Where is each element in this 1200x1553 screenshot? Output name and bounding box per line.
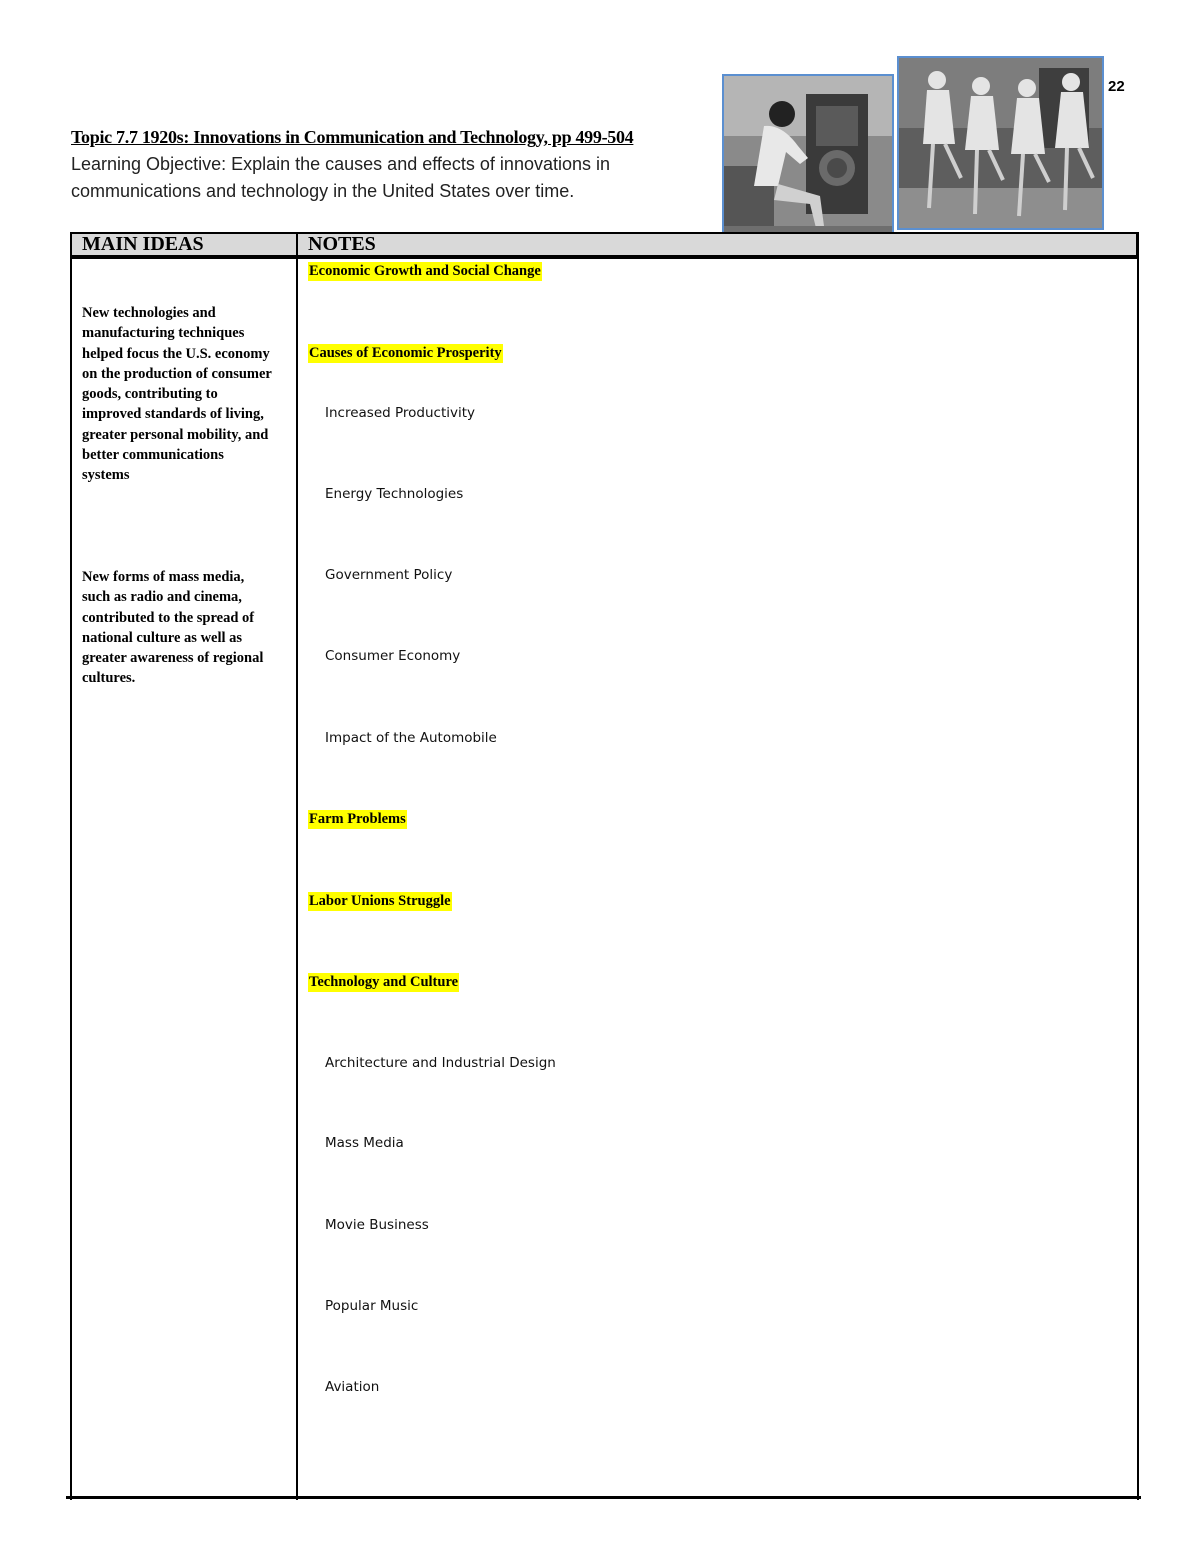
note-energy-technologies: Energy Technologies	[325, 486, 464, 502]
table-header-row	[70, 232, 1138, 257]
notes-header: NOTES	[308, 233, 376, 255]
section-technology-culture: Technology and Culture	[309, 974, 459, 990]
table-right-border	[1137, 232, 1139, 1500]
section-causes-prosperity: Causes of Economic Prosperity	[309, 345, 502, 361]
page-number: 22	[1108, 78, 1125, 95]
section-labor-unions: Labor Unions Struggle	[309, 893, 451, 909]
dancers-photo-image	[899, 58, 1102, 228]
dancers-photo	[897, 56, 1104, 230]
section-farm-problems: Farm Problems	[309, 811, 406, 827]
note-architecture-design: Architecture and Industrial Design	[325, 1055, 556, 1071]
note-impact-automobile: Impact of the Automobile	[325, 730, 497, 746]
table-bottom-border	[66, 1496, 1141, 1499]
table-left-border	[70, 232, 72, 1500]
learning-objective-line-2: communications and technology in the United States over time.	[71, 181, 575, 201]
note-aviation: Aviation	[325, 1379, 380, 1395]
main-idea-economy: New technologies and manufacturing techniques helped focus the U.S. economy on the production of consumer goods, contributing to improved standards of living, greater personal mobility, and better communications systems	[82, 305, 272, 484]
note-mass-media: Mass Media	[325, 1135, 404, 1151]
note-popular-music: Popular Music	[325, 1298, 419, 1314]
learning-objective-line-1: Learning Objective: Explain the causes and effects of innovations in	[71, 154, 611, 174]
section-economic-growth: Economic Growth and Social Change	[309, 263, 541, 279]
radio-photo-image	[724, 76, 892, 248]
topic-title: Topic 7.7 1920s: Innovations in Communication and Technology, pp 499-504	[71, 127, 634, 147]
main-ideas-header: MAIN IDEAS	[82, 233, 204, 255]
note-increased-productivity: Increased Productivity	[325, 405, 476, 421]
header-bottom-border	[70, 257, 1139, 259]
radio-photo	[722, 74, 894, 250]
note-movie-business: Movie Business	[325, 1217, 429, 1233]
main-idea-mass-media: New forms of mass media, such as radio and cinema, contributed to the spread of national culture as well as greater awareness of regional cultures.	[82, 569, 264, 687]
table-column-divider	[296, 232, 298, 1500]
note-consumer-economy: Consumer Economy	[325, 648, 461, 664]
note-government-policy: Government Policy	[325, 567, 453, 583]
